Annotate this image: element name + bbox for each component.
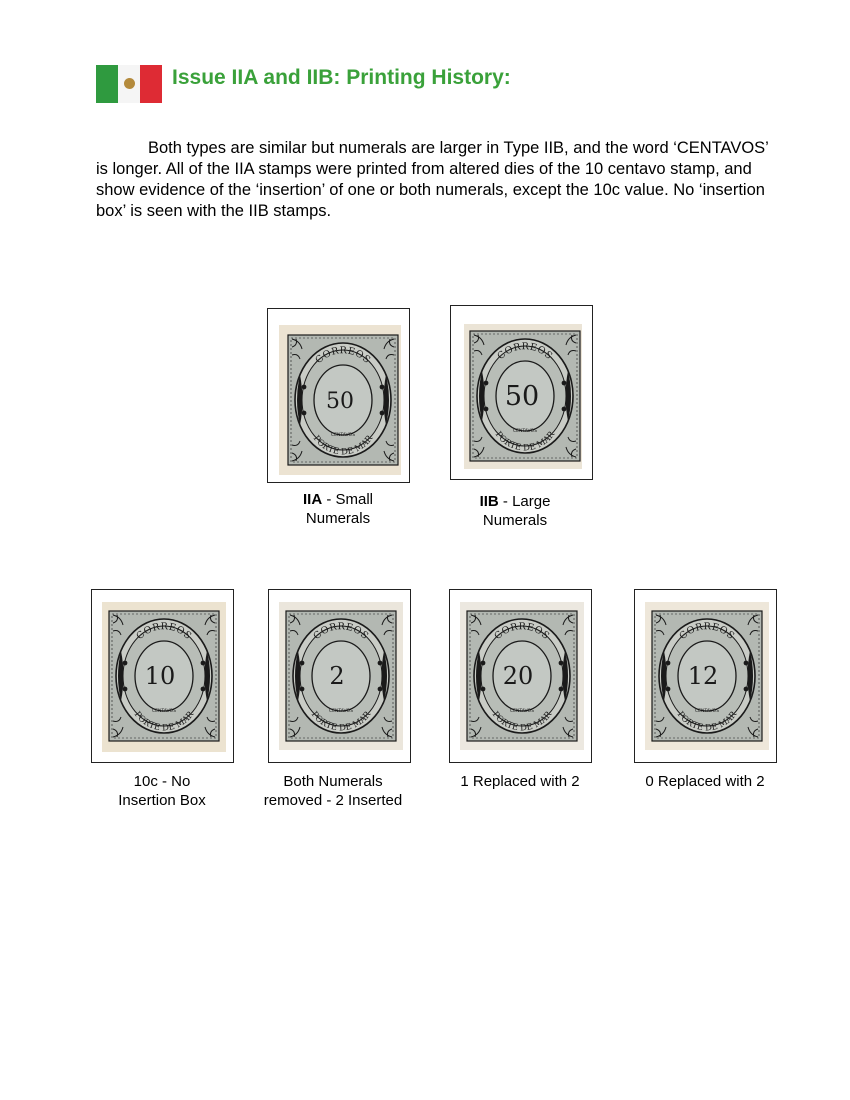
caption-1-replaced: 1 Replaced with 2 — [460, 773, 580, 790]
stamp-image — [268, 309, 411, 484]
stamp-image — [451, 306, 594, 481]
stamp-numeral: 10 — [144, 662, 176, 690]
mexico-flag-icon — [96, 65, 162, 103]
caption-iia: IIA - Small Numerals — [302, 491, 373, 527]
stamp-frame-iia — [267, 308, 410, 483]
stamp-frame-2 — [268, 589, 411, 763]
stamp-numeral: 20 — [502, 662, 534, 690]
stamp-frame-20 — [449, 589, 592, 763]
stamp-numeral: 2 — [329, 662, 345, 690]
intro-paragraph: Both types are similar but numerals are larger in Type IIB, and the word ‘CENTAVOS’ is longer. All of the IIA stamps were printed from altered dies of the 10 centavo stamp, and show evidence of the ‘insertion’ of one or both numerals, except the 10c value. No ‘insertion box’ is seen with the IIB stamps. — [96, 139, 769, 220]
stamp-numeral: 50 — [504, 381, 540, 412]
stamp-image — [269, 590, 412, 764]
stamp-image — [92, 590, 235, 764]
caption-10c: 10c - No Insertion Box — [118, 773, 206, 809]
stamp-numeral: 50 — [326, 389, 354, 414]
caption-0-replaced: 0 Replaced with 2 — [645, 773, 765, 790]
stamp-frame-iib — [450, 305, 593, 480]
caption-iib: IIB - Large Numerals — [479, 493, 551, 529]
stamp-image — [635, 590, 778, 764]
page-title: Issue IIA and IIB: Printing History: — [172, 66, 511, 89]
stamp-image — [450, 590, 593, 764]
caption-both-numerals: Both Numerals removed - 2 Inserted — [263, 773, 403, 809]
stamp-frame-12 — [634, 589, 777, 763]
stamp-frame-10c — [91, 589, 234, 763]
stamp-numeral: 12 — [687, 662, 719, 690]
